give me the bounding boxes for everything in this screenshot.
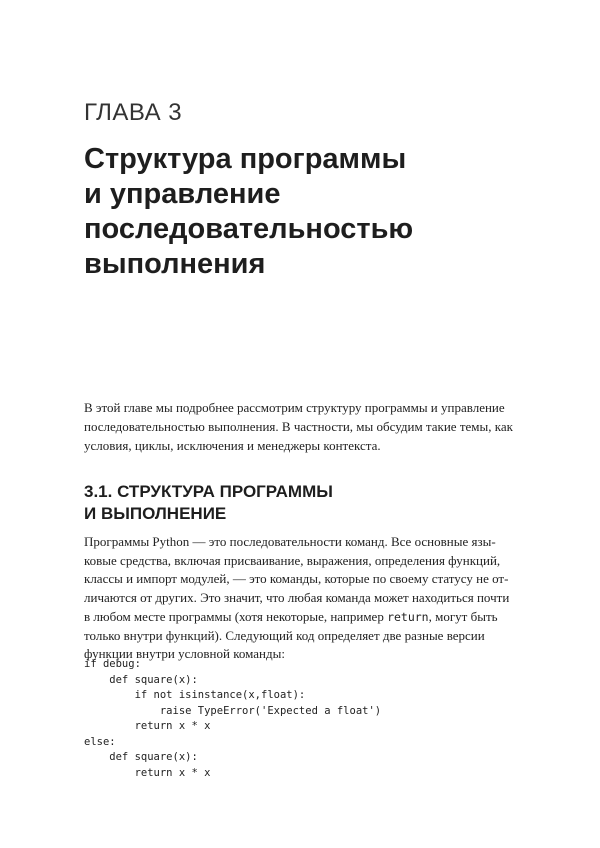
intro-line: условия, циклы, исключения и менеджеры контекста. [84,438,381,453]
section-body-paragraph [84,533,524,664]
body-line: функции внутри условной команды: [84,646,285,662]
body-line: личаются от других. Это значит, что любая команда может находиться почти [84,590,510,606]
chapter-title-line: последовательностью [84,213,414,245]
code-line: if not isinstance(x,float): [84,689,306,701]
body-text-fragment: , могут быть [428,608,498,624]
chapter-title [84,142,413,282]
section-heading-line: И ВЫПОЛНЕНИЕ [84,504,227,523]
body-line: только внутри функций). Следующий код определяет две разные версии [84,627,485,643]
chapter-intro-paragraph [84,398,524,455]
code-line: def square(x): [84,673,198,686]
section-heading [84,481,333,525]
code-line: if debug: [84,658,141,670]
code-line: else: [84,735,116,748]
code-line: def square(x): [84,751,198,763]
code-line: return x * x [84,720,211,732]
code-listing [84,657,381,781]
section-heading-line: 3.1. СТРУКТУРА ПРОГРАММЫ [84,482,333,501]
body-line: Программы Python — это последовательности команд. Все основные язы- [84,534,496,549]
chapter-title-line: и управление [84,178,281,210]
body-line: ковые средства, включая присваивание, выражения, определения функций, [84,552,501,568]
intro-line: последовательностью выполнения. В частности, мы обсудим такие темы, как [84,419,513,434]
body-line: классы и импорт модулей, — это команды, которые по своему статусу не от- [84,571,509,587]
code-line: raise TypeError('Expected a float') [84,704,382,717]
body-text-fragment: в любом месте программы (хотя некоторые, например [84,608,388,624]
intro-line: В этой главе мы подробнее рассмотрим структуру программы и управление [84,400,505,415]
chapter-title-line: Структура программы [84,143,407,175]
chapter-label: ГЛАВА 3 [84,99,183,126]
chapter-title-line: выполнения [84,248,266,280]
inline-code-return: return [387,609,429,624]
code-line: return x * x [84,766,211,779]
body-line [84,608,524,627]
